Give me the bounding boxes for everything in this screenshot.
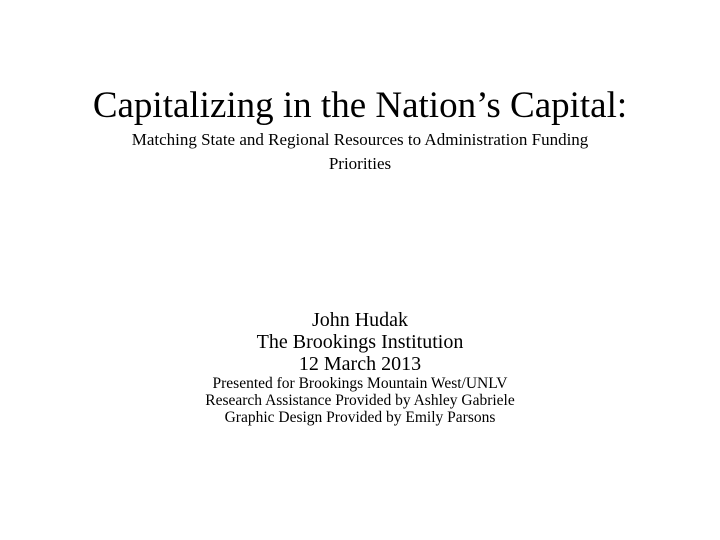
- presenter-block: [40, 309, 680, 426]
- slide-subtitle-line-2: Priorities: [328, 154, 392, 173]
- organization-name: The Brookings Institution: [256, 331, 464, 353]
- slide-subtitle-line-1: Matching State and Regional Resources to Administration Funding: [131, 130, 589, 149]
- slide-title: Capitalizing in the Nation’s Capital:: [92, 85, 628, 126]
- credit-research-assistance: Research Assistance Provided by Ashley Gabriele: [205, 392, 515, 409]
- credit-graphic-design: Graphic Design Provided by Emily Parsons: [224, 409, 496, 426]
- title-block: [40, 84, 680, 176]
- credit-presented-for: Presented for Brookings Mountain West/UNLV: [212, 375, 508, 392]
- presentation-date: 12 March 2013: [298, 353, 422, 375]
- presenter-name: John Hudak: [311, 309, 409, 331]
